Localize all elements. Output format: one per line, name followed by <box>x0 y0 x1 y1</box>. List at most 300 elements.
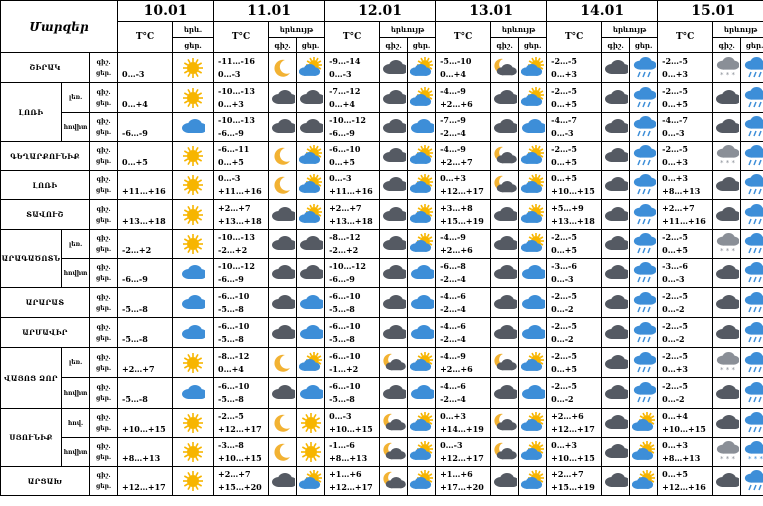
temperature-cell: +11…+16 <box>118 171 173 200</box>
sun-cloud-icon <box>297 200 325 230</box>
cloud-dark-icon <box>297 113 325 142</box>
table-row <box>1 83 763 113</box>
sun-cloud-icon <box>297 171 325 200</box>
sun-cloud-icon <box>297 467 325 496</box>
rain-cloud-icon <box>741 409 763 438</box>
snow-cloud-icon <box>713 438 741 467</box>
temperature-cell: -2…-5 0…-2 <box>658 288 713 318</box>
cloud-dark-icon <box>602 53 630 83</box>
night-day-label: գիշ. ցեր. <box>90 348 118 378</box>
night-day-label: գիշ. ցեր. <box>90 318 118 348</box>
day-header: ցեր. <box>519 38 547 53</box>
rain-cloud-icon <box>741 288 763 318</box>
night-day-label: գիշ. ցեր. <box>90 142 118 171</box>
temperature-cell: -6…-10 -5…-8 <box>214 378 269 409</box>
temperature-cell: 0…+3 +8…+13 <box>658 171 713 200</box>
temperature-cell: -5…-8 <box>118 378 173 409</box>
temperature-cell: -11…-16 0…-3 <box>214 53 269 83</box>
temperature-cell: -6…-10 -5…-8 <box>325 378 380 409</box>
sun-icon <box>173 200 214 230</box>
rain-cloud-icon <box>630 348 658 378</box>
temperature-cell: 0…-3 +11…+16 <box>214 171 269 200</box>
sun-cloud-icon <box>519 200 547 230</box>
temperature-cell: -1…-6 +8…+13 <box>325 438 380 467</box>
moon-cloud-icon <box>380 467 408 496</box>
temperature-cell: -6…-11 0…+5 <box>214 142 269 171</box>
table-row <box>1 467 763 496</box>
temperature-cell: +2…+7 +11…+16 <box>658 200 713 230</box>
region-name: ԱՐԱԳԱԾՈՏՆ <box>1 230 62 288</box>
cloud-dark-icon <box>602 230 630 259</box>
temperature-cell: -4…-9 +2…+6 <box>436 83 491 113</box>
rain-cloud-icon <box>630 200 658 230</box>
temperature-cell: -2…-5 0…+5 <box>547 348 602 378</box>
moon-cloud-icon <box>491 348 519 378</box>
temp-header: T°C <box>214 22 269 53</box>
table-row <box>1 200 763 230</box>
temperature-cell: +2…+7 +13…+18 <box>214 200 269 230</box>
temperature-cell: -2…-5 +12…+17 <box>214 409 269 438</box>
blue-cloud-icon <box>297 378 325 409</box>
table-row <box>1 142 763 171</box>
temperature-cell: 0…-3 +10…+15 <box>325 409 380 438</box>
cloud-dark-icon <box>380 259 408 288</box>
temperature-cell: +12…+17 <box>118 467 173 496</box>
date-header: 12.01 <box>325 1 436 22</box>
temperature-cell: +2…+7 +15…+19 <box>547 467 602 496</box>
table-row <box>1 409 763 438</box>
temperature-cell: -4…-6 -2…-4 <box>436 288 491 318</box>
sun-cloud-icon <box>408 467 436 496</box>
cloud-dark-icon <box>491 200 519 230</box>
temperature-cell: -6…-9 <box>118 259 173 288</box>
temperature-cell: -10…-13 -2…+2 <box>214 230 269 259</box>
sun-cloud-icon <box>408 200 436 230</box>
cloud-dark-icon <box>602 142 630 171</box>
temperature-cell: -2…-5 0…-2 <box>547 288 602 318</box>
moon-icon <box>269 409 297 438</box>
temperature-cell: -6…-10 -5…-8 <box>325 288 380 318</box>
weather-header: երևույթ <box>491 22 547 38</box>
temperature-cell: -3…-6 0…-3 <box>547 259 602 288</box>
temperature-cell: +2…+6 +12…+17 <box>547 409 602 438</box>
subregion-label: հովիտ <box>62 113 90 142</box>
sun-cloud-icon <box>519 83 547 113</box>
temperature-cell: 0…+5 +10…+15 <box>547 171 602 200</box>
sun-icon <box>297 438 325 467</box>
weather-header: երևույթ <box>380 22 436 38</box>
rain-cloud-icon <box>630 83 658 113</box>
temperature-cell: -3…-8 +10…+15 <box>214 438 269 467</box>
weather-header: երև. <box>173 22 214 38</box>
region-name: ՇԻՐԱԿ <box>1 53 90 83</box>
subregion-label: հովիտ <box>62 259 90 288</box>
cloud-dark-icon <box>269 259 297 288</box>
table-row <box>1 53 763 83</box>
temperature-cell: -6…-10 -5…-8 <box>214 318 269 348</box>
temperature-cell: -2…-5 0…+5 <box>547 142 602 171</box>
sun-cloud-icon <box>630 467 658 496</box>
subregion-label: հով. <box>62 409 90 438</box>
rain-cloud-icon <box>741 348 763 378</box>
sun-cloud-icon <box>519 438 547 467</box>
temperature-cell: +2…+7 +13…+18 <box>325 200 380 230</box>
table-row <box>1 230 763 259</box>
region-name: ՎԱՅՈՑ ՁՈՐ <box>1 348 62 409</box>
day-header: ցեր. <box>297 38 325 53</box>
temperature-cell: 0…+3 +12…+17 <box>436 171 491 200</box>
night-day-label: գիշ. ցեր. <box>90 53 118 83</box>
blue-cloud-icon <box>519 318 547 348</box>
night-day-label: գիշ. ցեր. <box>90 113 118 142</box>
day-header: ցեր. <box>741 38 763 53</box>
temperature-cell: -2…-5 0…+3 <box>658 348 713 378</box>
cloud-dark-icon <box>297 259 325 288</box>
moon-cloud-icon <box>491 438 519 467</box>
date-header: 14.01 <box>547 1 658 22</box>
cloud-dark-icon <box>269 113 297 142</box>
day-header: ցեր. <box>173 38 214 53</box>
temperature-cell: 0…+3 +10…+15 <box>547 438 602 467</box>
temperature-cell: -2…-5 0…+5 <box>658 230 713 259</box>
cloud-dark-icon <box>491 230 519 259</box>
cloud-dark-icon <box>380 378 408 409</box>
cloud-dark-icon <box>602 259 630 288</box>
weather-header: երևույթ <box>713 22 763 38</box>
temperature-cell: -10…-12 -6…-9 <box>214 259 269 288</box>
night-day-label: գիշ. ցեր. <box>90 438 118 467</box>
moon-cloud-icon <box>380 409 408 438</box>
night-header: գիշ. <box>602 38 630 53</box>
svg-text:* * *: * * * <box>719 455 735 463</box>
rain-cloud-icon <box>741 113 763 142</box>
sun-cloud-icon <box>519 171 547 200</box>
night-header: գիշ. <box>491 38 519 53</box>
cloud-dark-icon <box>713 378 741 409</box>
temperature-cell: -2…-5 0…-2 <box>547 318 602 348</box>
snow-blue-cloud-icon <box>741 438 763 467</box>
cloud-dark-icon <box>297 83 325 113</box>
temperature-cell: -10…-12 -6…-9 <box>325 259 380 288</box>
cloud-dark-icon <box>602 288 630 318</box>
cloud-dark-icon <box>713 200 741 230</box>
night-day-label: գիշ. ցեր. <box>90 230 118 259</box>
sun-cloud-icon <box>408 171 436 200</box>
sun-icon <box>173 348 214 378</box>
sun-icon <box>173 409 214 438</box>
moon-icon <box>269 348 297 378</box>
snow-cloud-icon <box>713 142 741 171</box>
rain-cloud-icon <box>630 259 658 288</box>
night-header: գիշ. <box>380 38 408 53</box>
temperature-cell: -2…-5 0…+5 <box>547 83 602 113</box>
moon-cloud-icon <box>491 171 519 200</box>
blue-cloud-icon <box>408 259 436 288</box>
sun-cloud-icon <box>519 53 547 83</box>
moon-cloud-icon <box>491 142 519 171</box>
table-row <box>1 259 763 288</box>
blue-cloud-icon <box>173 113 214 142</box>
temperature-cell: -3…-6 0…-3 <box>658 259 713 288</box>
temperature-cell: +8…+13 <box>118 438 173 467</box>
temp-header: T°C <box>547 22 602 53</box>
blue-cloud-icon <box>408 288 436 318</box>
cloud-dark-icon <box>602 171 630 200</box>
moon-icon <box>269 142 297 171</box>
blue-cloud-icon <box>173 288 214 318</box>
cloud-dark-icon <box>602 113 630 142</box>
cloud-dark-icon <box>602 378 630 409</box>
table-row <box>1 113 763 142</box>
cloud-dark-icon <box>491 83 519 113</box>
rain-cloud-icon <box>741 230 763 259</box>
temperature-cell: -2…-5 0…+3 <box>658 142 713 171</box>
weather-header: երևույթ <box>269 22 325 38</box>
night-day-label: գիշ. ցեր. <box>90 288 118 318</box>
sun-cloud-icon <box>408 53 436 83</box>
cloud-dark-icon <box>713 288 741 318</box>
region-name: ՏԱՎՈՒՇ <box>1 200 90 230</box>
temperature-cell: +1…+6 +12…+17 <box>325 467 380 496</box>
cloud-dark-icon <box>380 200 408 230</box>
cloud-dark-icon <box>602 318 630 348</box>
night-header: գիշ. <box>713 38 741 53</box>
moon-cloud-icon <box>380 438 408 467</box>
blue-cloud-icon <box>173 318 214 348</box>
temperature-cell: +5…+9 +13…+18 <box>547 200 602 230</box>
night-day-label: գիշ. ցեր. <box>90 83 118 113</box>
snow-cloud-icon <box>713 53 741 83</box>
date-header: 10.01 <box>118 1 214 22</box>
temperature-cell: -4…-6 -2…-4 <box>436 378 491 409</box>
temp-header: T°C <box>118 22 173 53</box>
table-row <box>1 171 763 200</box>
sun-cloud-icon <box>408 409 436 438</box>
moon-cloud-icon <box>491 53 519 83</box>
cloud-dark-icon <box>602 83 630 113</box>
temperature-cell: -2…+2 <box>118 230 173 259</box>
cloud-dark-icon <box>713 113 741 142</box>
cloud-dark-icon <box>380 288 408 318</box>
sun-icon <box>173 438 214 467</box>
temperature-cell: -6…-10 -5…-8 <box>325 318 380 348</box>
temperature-cell: -2…-5 0…+5 <box>547 230 602 259</box>
sun-cloud-icon <box>297 348 325 378</box>
blue-cloud-icon <box>519 288 547 318</box>
table-row <box>1 438 763 467</box>
rain-cloud-icon <box>741 142 763 171</box>
date-header: 15.01 <box>658 1 763 22</box>
temp-header: T°C <box>325 22 380 53</box>
rain-cloud-icon <box>630 378 658 409</box>
subregion-label: հովիտ <box>62 438 90 467</box>
cloud-dark-icon <box>297 230 325 259</box>
temperature-cell: 0…-3 <box>118 53 173 83</box>
temperature-cell: -4…-9 +2…+7 <box>436 142 491 171</box>
temperature-cell: 0…+3 +8…+13 <box>658 438 713 467</box>
temperature-cell: -6…-9 <box>118 113 173 142</box>
temperature-cell: 0…+4 +10…+15 <box>658 409 713 438</box>
table-row <box>1 348 763 378</box>
sun-icon <box>173 230 214 259</box>
temperature-cell: -4…-7 0…-3 <box>658 113 713 142</box>
cloud-dark-icon <box>380 113 408 142</box>
temperature-cell: -7…-9 -2…-4 <box>436 113 491 142</box>
sun-cloud-icon <box>519 409 547 438</box>
sun-icon <box>173 142 214 171</box>
temperature-cell: -2…-5 0…-2 <box>658 318 713 348</box>
rain-cloud-icon <box>630 230 658 259</box>
table-row <box>1 378 763 409</box>
cloud-dark-icon <box>491 288 519 318</box>
sun-cloud-icon <box>630 438 658 467</box>
region-name: ԱՐՄԱՎԻՐ <box>1 318 90 348</box>
cloud-dark-icon <box>269 467 297 496</box>
date-header: 11.01 <box>214 1 325 22</box>
sun-cloud-icon <box>408 348 436 378</box>
temperature-cell: +2…+7 <box>118 348 173 378</box>
blue-cloud-icon <box>173 378 214 409</box>
temperature-cell: 0…+5 +12…+16 <box>658 467 713 496</box>
svg-text:* * *: * * * <box>719 365 735 374</box>
night-day-label: գիշ. ցեր. <box>90 171 118 200</box>
sun-cloud-icon <box>519 348 547 378</box>
subregion-label: լեռ. <box>62 348 90 378</box>
cloud-dark-icon <box>602 409 630 438</box>
rain-cloud-icon <box>741 200 763 230</box>
temperature-cell: -2…-5 0…-2 <box>658 378 713 409</box>
cloud-dark-icon <box>713 83 741 113</box>
rain-cloud-icon <box>741 378 763 409</box>
cloud-dark-icon <box>380 230 408 259</box>
temperature-cell: -8…-12 0…+4 <box>214 348 269 378</box>
temperature-cell: -2…-5 0…+3 <box>547 53 602 83</box>
subregion-label: հովիտ <box>62 378 90 409</box>
sun-cloud-icon <box>519 467 547 496</box>
cloud-dark-icon <box>602 467 630 496</box>
temperature-cell: 0…-3 +11…+16 <box>325 171 380 200</box>
region-name: ԼՈՌԻ <box>1 171 90 200</box>
rain-cloud-icon <box>741 467 763 496</box>
temperature-cell: 0…+5 <box>118 142 173 171</box>
marz-header: Մարզեր <box>1 1 118 53</box>
rain-cloud-icon <box>741 53 763 83</box>
cloud-dark-icon <box>713 318 741 348</box>
rain-cloud-icon <box>630 142 658 171</box>
cloud-dark-icon <box>380 318 408 348</box>
svg-text:* * *: * * * <box>719 247 735 255</box>
rain-cloud-icon <box>630 318 658 348</box>
cloud-dark-icon <box>380 53 408 83</box>
moon-icon <box>269 171 297 200</box>
moon-icon <box>269 53 297 83</box>
cloud-dark-icon <box>713 259 741 288</box>
temperature-cell: -2…-5 0…-2 <box>547 378 602 409</box>
cloud-dark-icon <box>380 171 408 200</box>
temperature-cell: -10…-12 -6…-9 <box>325 113 380 142</box>
temperature-cell: -6…-8 -2…-4 <box>436 259 491 288</box>
temperature-cell: -2…-5 0…+3 <box>658 53 713 83</box>
blue-cloud-icon <box>408 378 436 409</box>
sun-cloud-icon <box>519 230 547 259</box>
cloud-dark-icon <box>269 288 297 318</box>
cloud-dark-icon <box>713 171 741 200</box>
temperature-cell: -4…-9 +2…+6 <box>436 230 491 259</box>
sun-icon <box>173 83 214 113</box>
temperature-cell: -9…-14 0…-3 <box>325 53 380 83</box>
cloud-dark-icon <box>269 200 297 230</box>
moon-cloud-icon <box>380 348 408 378</box>
cloud-dark-icon <box>380 142 408 171</box>
night-day-label: գիշ. ցեր. <box>90 259 118 288</box>
blue-cloud-icon <box>519 113 547 142</box>
temperature-cell: -8…-12 -2…+2 <box>325 230 380 259</box>
sun-icon <box>297 409 325 438</box>
table-row <box>1 288 763 318</box>
moon-cloud-icon <box>491 409 519 438</box>
temperature-cell: -5…-10 0…+4 <box>436 53 491 83</box>
sun-cloud-icon <box>408 142 436 171</box>
temperature-cell: -5…-8 <box>118 288 173 318</box>
temperature-cell: -6…-10 -5…-8 <box>214 288 269 318</box>
temperature-cell: -4…-9 +2…+6 <box>436 348 491 378</box>
cloud-dark-icon <box>269 378 297 409</box>
blue-cloud-icon <box>408 113 436 142</box>
temperature-cell: 0…-3 +12…+17 <box>436 438 491 467</box>
day-header: ցեր. <box>408 38 436 53</box>
rain-cloud-icon <box>630 171 658 200</box>
sun-cloud-icon <box>408 230 436 259</box>
sun-icon <box>173 467 214 496</box>
cloud-dark-icon <box>713 467 741 496</box>
moon-icon <box>269 438 297 467</box>
region-name: ՍՅՈՒՆԻՔ <box>1 409 62 467</box>
rain-cloud-icon <box>630 53 658 83</box>
date-header: 13.01 <box>436 1 547 22</box>
night-day-label: գիշ. ցեր. <box>90 200 118 230</box>
rain-cloud-icon <box>741 259 763 288</box>
sun-icon <box>173 53 214 83</box>
blue-cloud-icon <box>408 318 436 348</box>
cloud-dark-icon <box>602 438 630 467</box>
sun-cloud-icon <box>408 83 436 113</box>
subregion-label: լեռ. <box>62 230 90 259</box>
temperature-cell: +3…+8 +15…+19 <box>436 200 491 230</box>
cloud-dark-icon <box>713 409 741 438</box>
temp-header: T°C <box>658 22 713 53</box>
temperature-cell: -4…-7 0…-3 <box>547 113 602 142</box>
temperature-cell: -4…-6 -2…-4 <box>436 318 491 348</box>
temperature-cell: -10…-13 0…+3 <box>214 83 269 113</box>
cloud-dark-icon <box>269 318 297 348</box>
sun-icon <box>173 171 214 200</box>
night-day-label: գիշ. ցեր. <box>90 467 118 496</box>
blue-cloud-icon <box>297 318 325 348</box>
sun-cloud-icon <box>408 438 436 467</box>
temperature-cell: -7…-12 0…+4 <box>325 83 380 113</box>
temperature-cell: +10…+15 <box>118 409 173 438</box>
sun-cloud-icon <box>297 142 325 171</box>
temperature-cell: -6…-10 -1…+2 <box>325 348 380 378</box>
temperature-cell: +1…+6 +17…+20 <box>436 467 491 496</box>
temperature-cell: 0…+4 <box>118 83 173 113</box>
cloud-dark-icon <box>491 113 519 142</box>
temperature-cell: -10…-13 -6…-9 <box>214 113 269 142</box>
night-day-label: գիշ. ցեր. <box>90 409 118 438</box>
region-name: ԼՈՌԻ <box>1 83 62 142</box>
sun-cloud-icon <box>519 142 547 171</box>
blue-cloud-icon <box>297 288 325 318</box>
